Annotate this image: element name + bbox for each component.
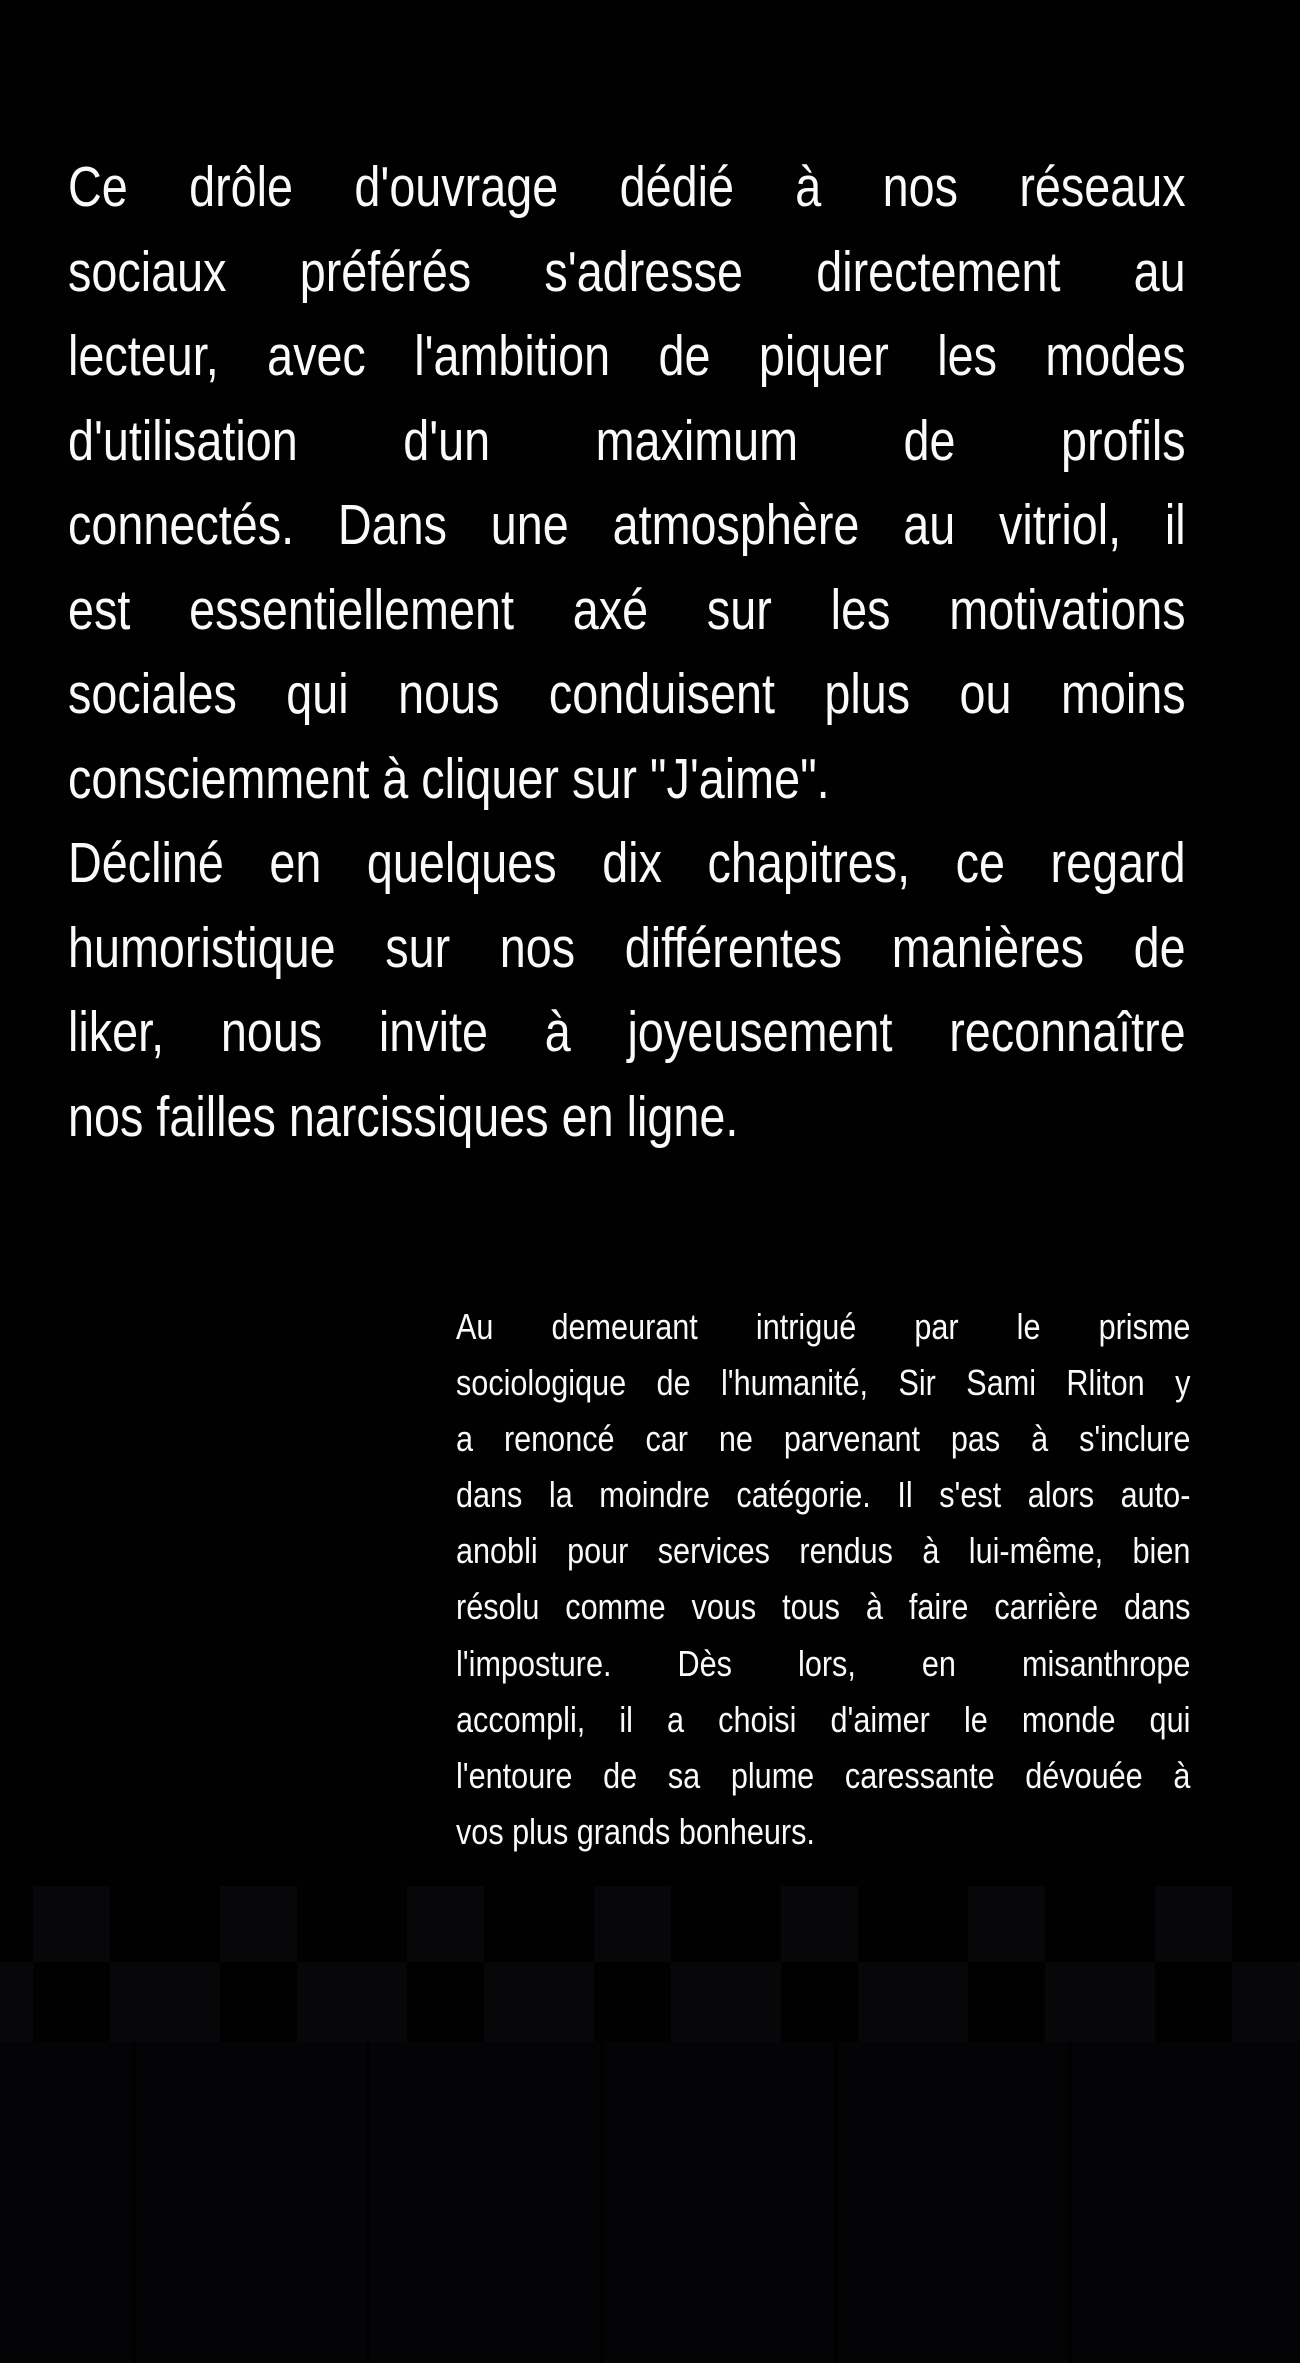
synopsis-line: d'utilisation d'un maximum de profils [68, 408, 1186, 473]
bio-line: l'entoure de sa plume caressante dévouée à [456, 1754, 1191, 1796]
bio-line: Au demeurant intrigué par le prisme [456, 1306, 1191, 1347]
synopsis-line: Ce drôle d'ouvrage dédié à nos réseaux [68, 155, 1186, 219]
synopsis-text [68, 145, 1186, 1159]
bio-line: anobli pour services rendus à lui-même, bien [456, 1530, 1191, 1572]
bio-line: accompli, il a choisi d'aimer le monde qui [456, 1698, 1191, 1740]
synopsis-line: Décliné en quelques dix chapitres, ce regard [68, 831, 1186, 895]
synopsis-line: sociaux préférés s'adresse directement au [68, 239, 1186, 304]
bio-line: résolu comme vous tous à faire carrière dans [456, 1586, 1191, 1628]
synopsis-line: nos failles narcissiques en ligne. [68, 1084, 739, 1149]
bio-line: l'imposture. Dès lors, en misanthrope [456, 1642, 1191, 1684]
bio-line: vos plus grands bonheurs. [456, 1810, 815, 1852]
synopsis-line: lecteur, avec l'ambition de piquer les modes [68, 324, 1186, 388]
bio-line: a renoncé car ne parvenant pas à s'inclure [456, 1418, 1191, 1460]
bio-line: sociologique de l'humanité, Sir Sami Rliton y [456, 1362, 1191, 1404]
bio-line: dans la moindre catégorie. Il s'est alors auto- [456, 1474, 1191, 1516]
synopsis-line: consciemment à cliquer sur "J'aime". [68, 746, 830, 811]
mosaic-columns [0, 2042, 1300, 2363]
synopsis-line: sociales qui nous conduisent plus ou moins [68, 662, 1186, 726]
synopsis-line: est essentiellement axé sur les motivations [68, 577, 1186, 642]
synopsis-line: humoristique sur nos différentes manières de [68, 915, 1186, 980]
mosaic-tile-row-top [0, 1886, 1300, 1962]
mosaic-tile-row-bottom [0, 1962, 1300, 2042]
author-bio-text [456, 1299, 1190, 1860]
synopsis-line: liker, nous invite à joyeusement reconnaître [68, 1000, 1186, 1064]
synopsis-line: connectés. Dans une atmosphère au vitriol, il [68, 493, 1186, 557]
